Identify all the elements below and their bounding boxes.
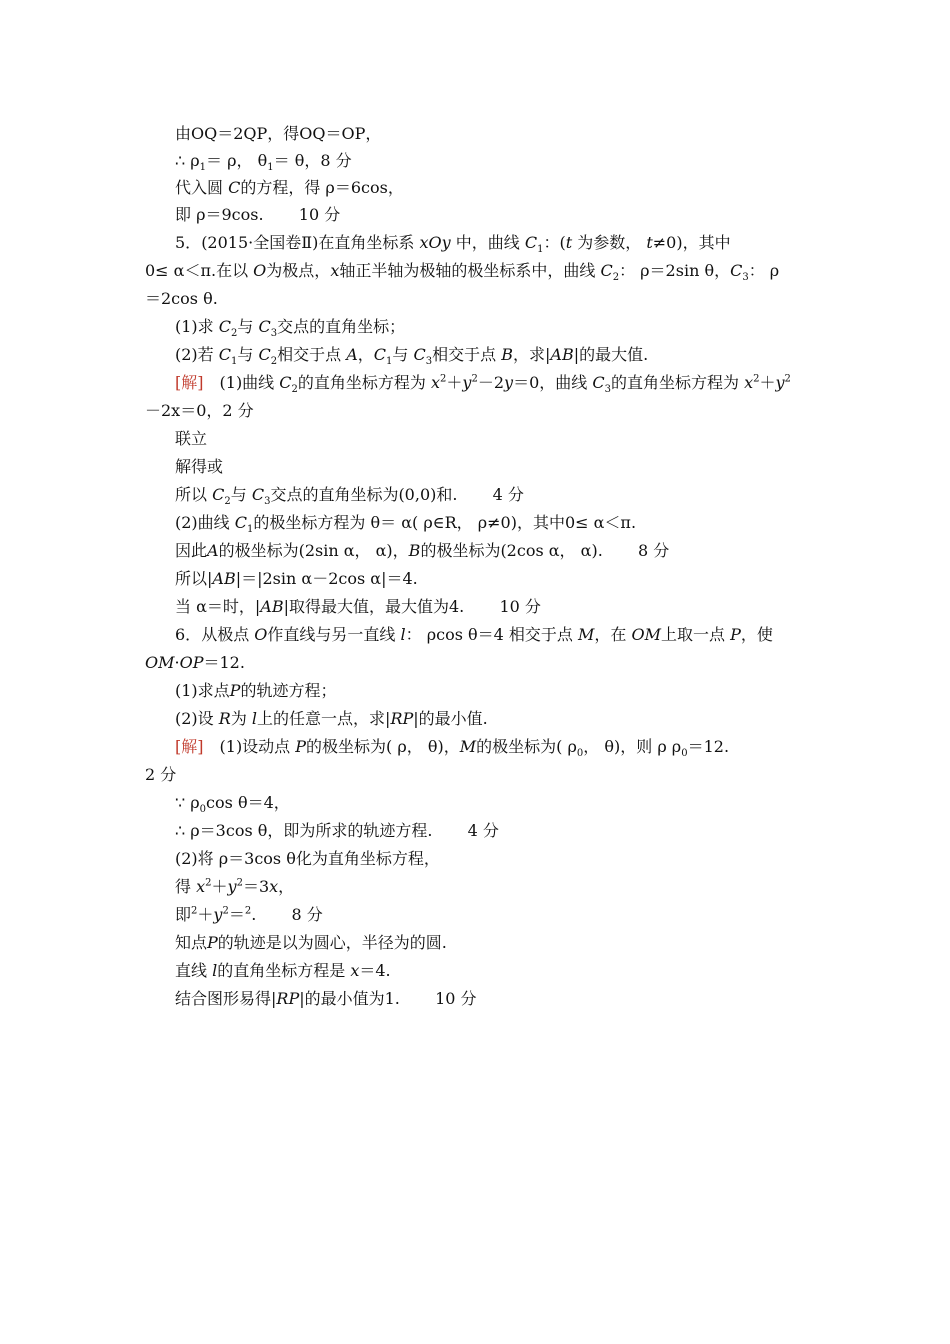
text: ＝0，曲线 (513, 373, 593, 392)
text: 相交于点 (432, 345, 502, 364)
math-var: C (218, 317, 232, 336)
subscript: 2 (224, 496, 231, 508)
math-var: B (408, 541, 421, 560)
subscript: 1 (386, 356, 393, 368)
text: 的方程，得 ρ＝6cos， (240, 178, 404, 197)
text: (1)求点 (175, 681, 230, 700)
math-var: M (459, 737, 477, 756)
text: 交点的直角坐标为(0,0)和. (270, 485, 458, 504)
subscript: 1 (537, 244, 544, 256)
math-var: RP (276, 989, 300, 1008)
text: ，在 (594, 625, 632, 644)
math-var: C (592, 373, 605, 392)
solution-tag: [解] (175, 737, 204, 756)
text: ，使 (740, 625, 773, 644)
math-var: l (251, 709, 258, 728)
text: 得 (175, 877, 197, 896)
solution-5-line (175, 429, 207, 449)
text: ＝3 (242, 877, 270, 896)
text: 从极点 (201, 625, 255, 644)
math-var: AB (550, 345, 574, 364)
text: (1)设动点 (219, 737, 296, 756)
math-var: x (330, 261, 340, 280)
question-5-part-1 (175, 317, 406, 340)
text: |的最大值. (573, 345, 649, 364)
text: cos θ＝4， (206, 793, 290, 812)
math-var: C (600, 261, 613, 280)
text: ： ρcos θ＝4 相交于点 (405, 625, 578, 644)
math-var: t (565, 233, 573, 252)
subscript: 3 (742, 272, 749, 284)
text: 的极坐标为(2sin α， α)， (218, 541, 409, 560)
math-var: OP (179, 653, 204, 672)
math-var: OM (631, 625, 661, 644)
subscript: 1 (231, 356, 238, 368)
text: 由OQ＝2QP，得OQ＝OP， (175, 124, 382, 143)
solution-6-line (175, 961, 391, 981)
solution-6-line (175, 905, 323, 925)
text-line (175, 151, 352, 174)
text: ＝ θ，8 分 (273, 151, 352, 170)
math-var: y (213, 905, 223, 924)
question-5-line (175, 233, 731, 256)
text: |＝|2sin α－2cos α|＝4. (235, 569, 418, 588)
solution-5-line (175, 373, 791, 396)
math-var: P (730, 625, 741, 644)
solution-6-line (145, 765, 176, 785)
solution-6-line (175, 821, 499, 841)
solution-5-line (145, 401, 254, 421)
math-var: C (258, 317, 271, 336)
math-var: C (228, 178, 241, 197)
subscript: 3 (425, 356, 433, 368)
subscript: 2 (612, 272, 620, 284)
math-var: t (646, 233, 653, 252)
math-var: C (258, 345, 271, 364)
superscript: 2 (784, 373, 791, 385)
solution-6-line (175, 793, 290, 816)
subscript: 1 (199, 162, 207, 174)
solution-5-line (175, 569, 418, 589)
text: －2x＝0，2 分 (145, 401, 254, 420)
math-var: O (254, 625, 268, 644)
subscript: 1 (247, 524, 254, 536)
text: ＝2cos θ. (145, 289, 218, 308)
score: 8 分 (637, 541, 670, 560)
math-var: l (212, 961, 218, 980)
subscript: 0 (199, 804, 207, 816)
text: 为极点， (266, 261, 331, 280)
math-var: C (212, 485, 225, 504)
text: (1)求 (175, 317, 219, 336)
score: 10 分 (435, 989, 477, 1008)
text: (2)设 (175, 709, 219, 728)
text: 为参数， (572, 233, 647, 252)
text: ：( (543, 233, 566, 252)
superscript: 2 (440, 373, 447, 385)
text: 的极坐标方程为 θ＝ α( ρ∈R， ρ≠0)，其中0≤ α＜π. (253, 513, 637, 532)
math-var: RP (390, 709, 414, 728)
text: 与 (230, 485, 252, 504)
text: ＝4. (359, 961, 391, 980)
solution-5-line (175, 541, 669, 561)
text: 联立 (175, 429, 208, 448)
text: 的极坐标为(2cos α， α). (420, 541, 603, 560)
math-var: A (207, 541, 219, 560)
text: 的直角坐标方程为 (610, 373, 745, 392)
text: －2 (477, 373, 505, 392)
solution-6-line (175, 849, 440, 869)
text: 直线 (175, 961, 213, 980)
question-6-line (175, 625, 773, 645)
math-var: C (218, 345, 232, 364)
subscript: 1 (267, 162, 274, 174)
math-var: y (504, 373, 514, 392)
text: 所以| (175, 569, 213, 588)
math-var: AB (212, 569, 236, 588)
text: 与 (392, 345, 414, 364)
text: 中，曲线 (450, 233, 525, 252)
text: · (174, 653, 180, 672)
question-number: 6． (175, 625, 202, 644)
text: 轴正半轴为极轴的极坐标系中，曲线 (339, 261, 601, 280)
math-var: AB (260, 597, 284, 616)
math-var: C (524, 233, 538, 252)
text: 知点 (175, 933, 208, 952)
score: 4 分 (492, 485, 524, 504)
text: ∵ ρ (175, 793, 200, 812)
text: ＋ (197, 905, 214, 924)
question-5-line (145, 289, 218, 309)
text: ， (357, 345, 374, 364)
math-var: y (227, 877, 237, 896)
subscript: 0 (576, 748, 584, 760)
text: 的轨迹方程； (240, 681, 337, 700)
solution-6-line (175, 933, 447, 953)
superscript: 2 (191, 905, 198, 917)
question-5-line (145, 261, 780, 284)
math-var: C (234, 513, 248, 532)
text: (2)曲线 (175, 513, 235, 532)
text: (2)将 ρ＝3cos θ化为直角坐标方程， (175, 849, 440, 868)
text: ： ρ＝2sin θ， (619, 261, 731, 280)
math-var: R (218, 709, 231, 728)
text: 的轨迹是以为圆心，半径为的圆. (217, 933, 447, 952)
text: ＝12. (203, 653, 245, 672)
text: 2 分 (145, 765, 177, 784)
math-var: C (730, 261, 743, 280)
solution-5-line (175, 457, 223, 477)
text: (2015·全国卷Ⅱ)在直角坐标系 (201, 233, 420, 252)
text: 相交于点 (277, 345, 347, 364)
math-var: y (775, 373, 785, 392)
text: ≠0)，其中 (652, 233, 731, 252)
text: |的最小值. (413, 709, 488, 728)
text: ∴ ρ＝3cos θ，即为所求的轨迹方程. (175, 821, 433, 840)
score: 10 分 (499, 597, 541, 616)
math-var: P (229, 681, 241, 700)
text: 当 α＝时，| (175, 597, 261, 616)
text: 代入圆 (175, 178, 229, 197)
superscript: 2 (222, 905, 229, 917)
math-var: C (373, 345, 387, 364)
text: 结合图形易得| (175, 989, 277, 1008)
question-5-part-2 (175, 345, 649, 368)
text: ， θ)，则 ρ ρ (583, 737, 682, 756)
text-line (175, 178, 404, 198)
superscript: 2 (205, 877, 212, 889)
math-var: M (578, 625, 595, 644)
text: ＋ (211, 877, 228, 896)
math-var: xOy (419, 233, 451, 252)
solution-5-line (175, 597, 541, 617)
text: |的最小值为1. (299, 989, 400, 1008)
text: ＋ (446, 373, 463, 392)
solution-6-line (175, 737, 730, 760)
subscript: 2 (270, 356, 278, 368)
text: (2)若 (175, 345, 219, 364)
subscript: 0 (681, 748, 688, 760)
subscript: 2 (291, 384, 298, 396)
text: ＋ (759, 373, 776, 392)
math-var: y (462, 373, 472, 392)
superscript: 2 (753, 373, 760, 385)
text: 的极坐标为( ρ， θ)， (306, 737, 460, 756)
subscript: 3 (270, 328, 278, 340)
text: 与 (237, 317, 259, 336)
text: ： ρ (748, 261, 780, 280)
solution-tag: [解] (175, 373, 204, 392)
math-var: x (350, 961, 360, 980)
text: . (251, 905, 257, 924)
text: 所以 (175, 485, 213, 504)
score: 10 分 (298, 205, 341, 224)
text: 的直角坐标方程是 (217, 961, 351, 980)
math-var: C (413, 345, 426, 364)
question-6-line (145, 653, 245, 673)
text: 交点的直角坐标； (277, 317, 406, 336)
math-var: O (253, 261, 267, 280)
text: 解得或 (175, 457, 224, 476)
solution-6-line (175, 877, 294, 897)
text: ＝ (228, 905, 245, 924)
text: 的直角坐标方程为 (297, 373, 431, 392)
text: ＝ ρ， θ (206, 151, 268, 170)
question-6-part-1 (175, 681, 336, 701)
text: |取得最大值，最大值为4. (283, 597, 465, 616)
math-var: x (269, 877, 279, 896)
subscript: 2 (231, 328, 238, 340)
solution-5-line (175, 485, 524, 508)
text: 上的任意一点，求| (257, 709, 391, 728)
math-var: x (196, 877, 206, 896)
superscript: 2 (236, 877, 243, 889)
text: 即 ρ＝9cos. (175, 205, 264, 224)
text: 0≤ α＜π.在以 (145, 261, 254, 280)
text: ， (278, 877, 295, 896)
math-var: P (295, 737, 307, 756)
text: 因此 (175, 541, 208, 560)
subscript: 3 (264, 496, 271, 508)
math-var: C (279, 373, 292, 392)
text: 与 (237, 345, 259, 364)
text: ∴ ρ (175, 151, 200, 170)
score: 4 分 (467, 821, 499, 840)
math-var: x (431, 373, 441, 392)
text-line (175, 205, 340, 225)
math-var: B (501, 345, 513, 364)
math-var: P (207, 933, 218, 952)
math-var: OM (145, 653, 175, 672)
text-line (175, 124, 381, 144)
text: 为 (230, 709, 252, 728)
text: 的极坐标为( ρ (476, 737, 577, 756)
subscript: 3 (604, 384, 611, 396)
text: 上取一点 (660, 625, 731, 644)
solution-6-line (175, 989, 477, 1009)
text: (1)曲线 (219, 373, 280, 392)
text: ，求| (512, 345, 551, 364)
superscript: 2 (244, 905, 252, 917)
score: 8 分 (291, 905, 323, 924)
math-var: x (744, 373, 754, 392)
math-var: l (400, 625, 406, 644)
text: 即 (175, 905, 192, 924)
solution-5-line (175, 513, 637, 536)
text: 作直线与另一直线 (267, 625, 401, 644)
superscript: 2 (471, 373, 478, 385)
math-var: C (251, 485, 265, 504)
math-var: A (346, 345, 358, 364)
question-number: 5． (175, 233, 202, 252)
text: ＝12. (687, 737, 730, 756)
question-6-part-2 (175, 709, 488, 729)
